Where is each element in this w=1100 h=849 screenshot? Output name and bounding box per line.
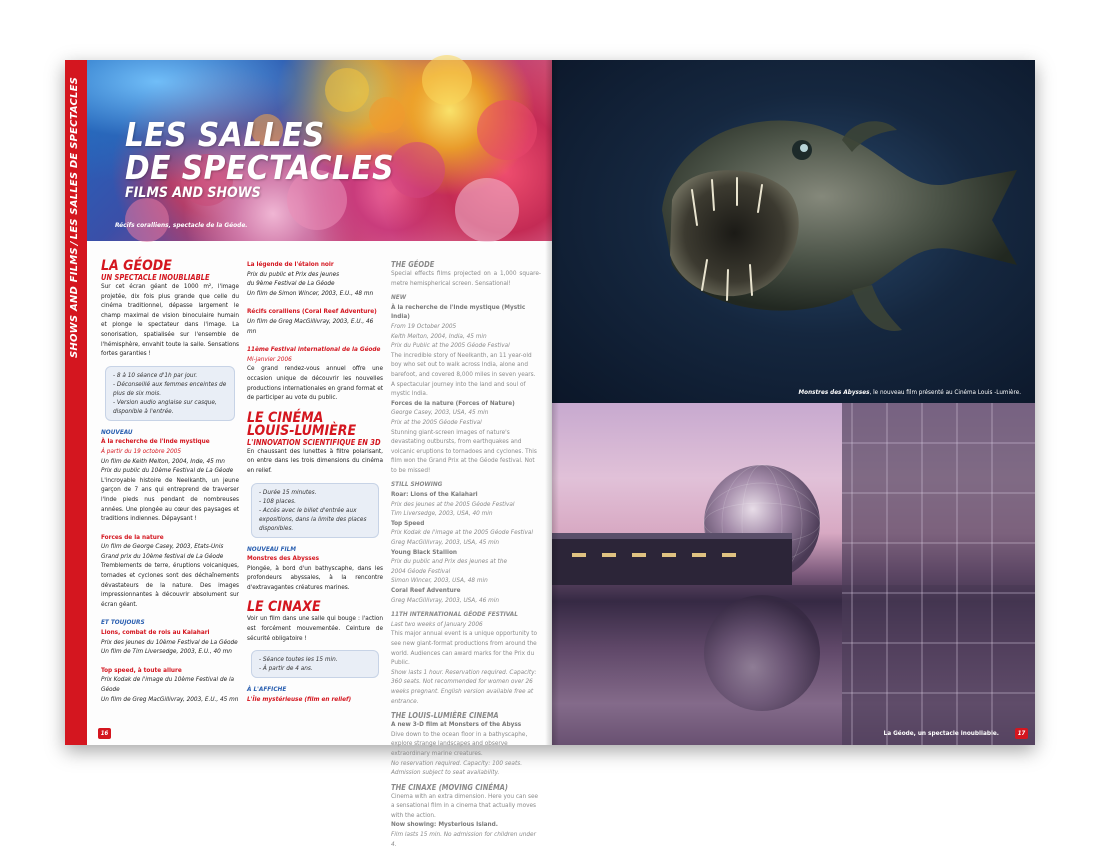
- coral-caption: Récifs coralliens, spectacle de la Géode.: [115, 221, 248, 229]
- en-cinema-text: Dive down to the ocean floor in a bathyscaphe, explore strange landscapes and observe extraordinary marine creatures.: [391, 729, 528, 757]
- en-geode-text: Special effects films projected on a 1,000 square-metre hemispherical screen. Sensational!: [391, 269, 541, 287]
- abysses-text: Plongée, à bord d'un bathyscaphe, dans les profondeurs abyssales, à la rencontre d'extravagantes créatures marines.: [247, 563, 383, 591]
- title-line-1: LES SALLES: [125, 115, 325, 154]
- en-forces-prize: Prix at the 2005 Géode Festival: [391, 417, 482, 426]
- info-line: - Séance toutes les 15 min.: [259, 655, 338, 664]
- forces-title: Forces de la nature: [101, 532, 164, 541]
- lions-prize: Prix des jeunes du 10ème Festival de La Géode: [101, 637, 238, 646]
- inde-text: L'incroyable histoire de Neelkanth, un jeune garçon de 7 ans qui entreprend de traverser l'Inde pieds nus pendant de nombreuses années. Une plongée au cœur des paysages et traditions indiennes. Dépaysant !: [101, 475, 239, 523]
- cinema-text: En chaussant des lunettes à filtre polarisant, on entre dans les trois dimensions du cinéma en relief.: [247, 446, 383, 474]
- band-en: SHOWS AND FILMS: [69, 247, 80, 358]
- recifs-title: Récifs coralliens (Coral Reef Adventure): [247, 307, 377, 316]
- en-forces-credit: George Casey, 2003, USA, 45 min: [391, 408, 489, 417]
- page-title: [125, 115, 395, 201]
- info-line: - Durée 15 minutes.: [259, 487, 317, 496]
- forces-prize: Grand prix du 10ème festival de La Géode: [101, 551, 224, 560]
- en-still-label: STILL SHOWING: [391, 480, 443, 489]
- topspeed-title: Top speed, à toute allure: [101, 665, 182, 674]
- page-number-right: 17: [1015, 728, 1028, 739]
- en-cinaxe-heading: THE CINAXE (MOVING CINÉMA): [391, 782, 508, 792]
- fish-caption-title: Monstres des Abysses: [798, 389, 870, 396]
- info-line: - À partir de 4 ans.: [259, 664, 313, 673]
- info-line: - 8 à 10 séance d'1h par jour.: [113, 370, 198, 379]
- right-page: [552, 60, 1035, 745]
- festival-text: Ce grand rendez-vous annuel offre une occasion unique de découvrir les nouvelles productions internationales en grand format et de participer au vote du public.: [247, 364, 383, 402]
- en-stallion-prize: Prix du public and Prix des jeunes at the: [391, 557, 508, 566]
- cinema-heading: LOUIS-LUMIÈRE: [247, 422, 357, 439]
- etalon-prize: du 9ème Festival de La Géode: [247, 279, 335, 288]
- nouveau-film-label: NOUVEAU FILM: [247, 544, 297, 553]
- cinaxe-heading: LE CINAXE: [247, 599, 321, 616]
- affiche-label: À L'AFFICHE: [247, 685, 287, 694]
- en-stallion-prize: 2004 Géode Festival: [391, 566, 451, 575]
- cinaxe-text: Voir un film dans une salle qui bouge : l'action est forcément mouvementée. Ceinture de sécurité obligatoire !: [247, 614, 383, 642]
- band-sep: /: [69, 241, 80, 246]
- en-forces-title: Forces de la nature (Forces of Nature): [391, 398, 515, 407]
- column-geode: [101, 260, 239, 704]
- geode-subheading: UN SPECTACLE INOUBLIABLE: [101, 273, 210, 282]
- en-festival-text: This major annual event is a unique opportunity to see new giant-format productions from around the world. Audiences can award marks for the Prix du Public.: [391, 629, 538, 667]
- etalon-prize: Prix du public et Prix des jeunes: [247, 269, 340, 278]
- page-number-left: 16: [98, 728, 111, 739]
- festival-date: Mi-janvier 2006: [247, 354, 292, 363]
- info-line: - 108 places.: [259, 496, 296, 505]
- inde-title: À la recherche de l'Inde mystique: [101, 437, 210, 446]
- en-festival-heading: 11TH INTERNATIONAL GÉODE FESTIVAL: [391, 610, 518, 619]
- geode-info-box: [105, 366, 235, 421]
- side-band-text: [69, 68, 83, 368]
- en-cinaxe-info: Film lasts 15 min. No admission for children under 4.: [391, 830, 536, 848]
- geode-caption: La Géode, un spectacle inoubliable.: [883, 729, 999, 737]
- etalon-title: La légende de l'étalon noir: [247, 260, 334, 268]
- topspeed-prize: Prix Kodak de l'image du 10ème Festival de la Géode: [101, 675, 235, 693]
- geode-heading: LA GÉODE: [101, 258, 172, 274]
- en-coral-credit: Greg MacGillivray, 2003, USA, 46 min: [391, 595, 499, 604]
- en-roar-title: Roar: Lions of the Kalahari: [391, 490, 478, 499]
- column-english: [391, 260, 541, 849]
- cinema-heading: LE CINÉMA: [247, 409, 324, 426]
- forces-credit: Un film de George Casey, 2003, Etats-Unis: [101, 542, 224, 551]
- abysses-title: Monstres des Abysses: [247, 554, 320, 563]
- en-top-credit: Greg MacGillivray, 2003, USA, 45 min: [391, 538, 499, 547]
- fish-caption-rest: , le nouveau film présenté au Cinéma Louis -Lumière.: [869, 389, 1021, 396]
- en-forces-text: Stunning giant-screen images of nature's devastating outbursts, from earthquakes and volcanic eruptions to tornadoes and cyclones. This film won the Grand Prix at the Géode festival. Not to be missed!: [391, 427, 537, 474]
- geode-photo: [552, 403, 1035, 745]
- cinema-info-box: [251, 483, 379, 538]
- inde-prize: Prix du public du 10ème Festival de La Géode: [101, 466, 234, 475]
- nouveau-label: NOUVEAU: [101, 427, 133, 436]
- lions-credit: Un film de Tim Liversedge, 2003, E.U., 40 mn: [101, 647, 232, 656]
- inde-date: À partir du 19 octobre 2005: [101, 446, 182, 455]
- column-cinema: [247, 260, 383, 704]
- etalon-credit: Un film de Simon Wincer, 2003, E.U., 48 mn: [247, 288, 374, 297]
- en-india-text: The incredible story of Neelkanth, an 11 year-old boy who set out to walk across India, alone and barefoot, and covered 8,000 miles in seven years. A spectacular journey into the land and soul of mystic India.: [391, 350, 536, 398]
- en-geode-heading: THE GÉODE: [391, 260, 435, 269]
- left-page: [65, 60, 552, 848]
- en-festival-date: Last two weeks of January 2006: [391, 619, 483, 628]
- title-line-2: DE SPECTACLES: [125, 148, 395, 187]
- en-cinema-heading: THE LOUIS-LUMIÈRE CINEMA: [391, 711, 499, 721]
- lions-title: Lions, combat de rois au Kalahari: [101, 628, 210, 637]
- cinaxe-info-box: [251, 650, 379, 678]
- anglerfish-caption: [799, 389, 1021, 396]
- en-new-label: NEW: [391, 293, 407, 302]
- geode-sphere-icon: [552, 403, 1035, 745]
- brochure-spread: [65, 60, 1035, 848]
- festival-title: 11ème Festival international de la Géode: [247, 345, 381, 354]
- en-cinema-sub: A new 3-D film at Monsters of the Abyss: [391, 720, 522, 729]
- info-line: - Déconseillé aux femmes enceintes de plus de six mois.: [113, 379, 227, 397]
- en-top-prize: Prix Kodak de l'image at the 2005 Géode Festival: [391, 528, 534, 537]
- ile-title: L'Île mystérieuse (film en relief): [247, 694, 352, 703]
- en-india-title: À la recherche de l'Inde mystique (Mystic India): [391, 302, 526, 321]
- info-line: - Version audio anglaise sur casque, disponible à l'entrée.: [113, 397, 217, 415]
- geode-intro: Sur cet écran géant de 1000 m², l'image projetée, dix fois plus grande que celle du cinéma traditionnel, dépasse largement le champ maximal de vision binoculaire humain et plonge le spectateur dans l'image. La sonorisation, spatialisée sur l'ensemble de l'hémisphère, envahit toute la salle. Sensations fortes garanties !: [101, 282, 239, 358]
- side-band: [65, 60, 87, 745]
- inde-credit: Un film de Keith Melton, 2004, Inde, 45 mn: [101, 456, 225, 465]
- en-roar-credit: Tim Liversedge, 2003, USA, 40 min: [391, 509, 493, 518]
- title-subtitle: FILMS AND SHOWS: [125, 185, 261, 201]
- anglerfish-photo: [552, 60, 1035, 403]
- en-stallion-credit: Simon Wincer, 2003, USA, 48 min: [391, 576, 488, 585]
- en-top-title: Top Speed: [391, 518, 425, 527]
- recifs-credit: Un film de Greg MacGillivray, 2003, E.U., 46 mn: [247, 316, 374, 335]
- topspeed-credit: Un film de Greg MacGillivray, 2003, E.U., 45 mn: [101, 694, 239, 703]
- cinema-subheading: L'INNOVATION SCIENTIFIQUE EN 3D: [247, 437, 381, 447]
- en-india-credit: Keith Melton, 2004, India, 45 min: [391, 331, 487, 340]
- en-roar-prize: Prix des jeunes at the 2005 Géode Festival: [391, 499, 515, 508]
- en-cinaxe-now: Now showing: Mysterious Island.: [391, 820, 498, 829]
- en-festival-info: Show lasts 1 hour. Reservation required. Capacity: 360 seats. Not recommended for women over 26 weeks pregnant. English version available free at entrance.: [391, 667, 537, 705]
- toujours-label: ET TOUJOURS: [101, 618, 145, 627]
- forces-text: Tremblements de terre, éruptions volcaniques, tornades et cyclones sont des déchaînements dévastateurs de la nature. Des images impressionnantes à découvrir absolument sur écran géant.: [101, 561, 239, 608]
- band-fr: LES SALLES DE SPECTACLES: [69, 76, 80, 240]
- en-cinema-info: No reservation required. Capacity: 100 seats. Admission subject to seat availability.: [391, 758, 523, 777]
- en-cinaxe-text: Cinema with an extra dimension. Here you can see a sensational film in a cinema that actually moves with the action.: [391, 791, 539, 819]
- info-line: - Accès avec le billet d'entrée aux expositions, dans la limite des places disponibles.: [259, 505, 367, 532]
- en-coral-title: Coral Reef Adventure: [391, 586, 461, 594]
- en-india-date: From 19 October 2005: [391, 321, 457, 330]
- anglerfish-icon: [552, 60, 1035, 403]
- en-stallion-title: Young Black Stallion: [391, 547, 458, 556]
- en-india-prize: Prix du Public at the 2005 Géode Festival: [391, 341, 510, 350]
- coral-reef-photo: [87, 60, 552, 241]
